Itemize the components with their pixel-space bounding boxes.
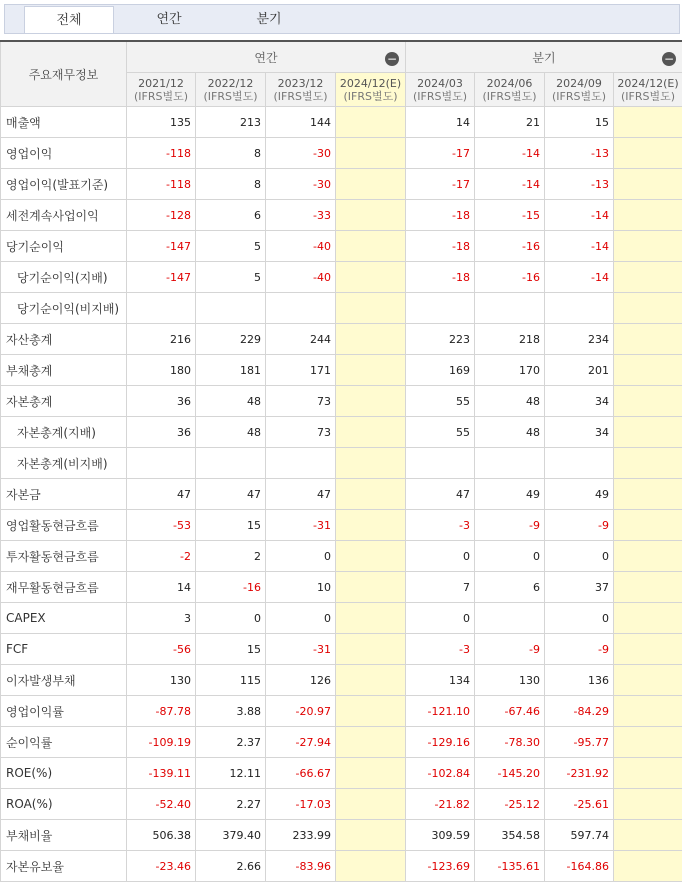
column-basis: (IFRS별도) <box>545 90 613 103</box>
table-cell: 73 <box>266 386 336 417</box>
column-basis: (IFRS별도) <box>127 90 195 103</box>
table-cell <box>614 231 682 262</box>
table-cell: -9 <box>545 634 614 665</box>
table-cell: 2.27 <box>196 789 266 820</box>
table-cell: -14 <box>545 200 614 231</box>
table-cell: 36 <box>127 386 196 417</box>
table-cell: 14 <box>127 572 196 603</box>
table-cell: 2.66 <box>196 851 266 882</box>
column-period: 2023/12 <box>266 77 335 90</box>
table-cell: -16 <box>196 572 266 603</box>
table-cell: -147 <box>127 231 196 262</box>
table-row <box>1 262 682 293</box>
table-cell: -18 <box>406 200 475 231</box>
column-period: 2024/09 <box>545 77 613 90</box>
table-cell: -31 <box>266 510 336 541</box>
column-period: 2022/12 <box>196 77 265 90</box>
table-cell: 48 <box>196 417 266 448</box>
table-cell <box>336 851 406 882</box>
table-cell: 115 <box>196 665 266 696</box>
table-row <box>1 293 682 324</box>
table-cell: 0 <box>406 541 475 572</box>
table-cell <box>336 479 406 510</box>
table-row <box>1 603 682 634</box>
table-cell: 21 <box>475 107 545 138</box>
table-row <box>1 541 682 572</box>
column-header <box>475 73 545 107</box>
table-cell <box>614 448 682 479</box>
row-label[interactable]: 자본총계 <box>1 386 127 417</box>
table-cell: 144 <box>266 107 336 138</box>
table-cell <box>336 355 406 386</box>
table-cell: -135.61 <box>475 851 545 882</box>
table-cell: 354.58 <box>475 820 545 851</box>
table-cell <box>614 541 682 572</box>
row-label[interactable]: 당기순이익(비지배) <box>1 293 127 324</box>
table-cell: -40 <box>266 262 336 293</box>
table-cell: 5 <box>196 262 266 293</box>
table-cell <box>614 107 682 138</box>
table-cell: 223 <box>406 324 475 355</box>
tab-all[interactable]: 전체 <box>24 6 114 33</box>
table-cell <box>336 665 406 696</box>
table-cell: 8 <box>196 138 266 169</box>
table-cell: -147 <box>127 262 196 293</box>
table-cell: -3 <box>406 510 475 541</box>
table-row <box>1 665 682 696</box>
table-cell: -2 <box>127 541 196 572</box>
table-cell: -30 <box>266 138 336 169</box>
table-cell: -102.84 <box>406 758 475 789</box>
row-label[interactable]: 이자발생부채 <box>1 665 127 696</box>
table-cell: 0 <box>475 541 545 572</box>
table-cell <box>336 200 406 231</box>
table-cell: -21.82 <box>406 789 475 820</box>
quarter-group-header <box>406 41 682 73</box>
table-cell: -9 <box>545 510 614 541</box>
table-cell: -14 <box>475 169 545 200</box>
table-cell: 34 <box>545 386 614 417</box>
table-cell: -16 <box>475 262 545 293</box>
table-cell: -67.46 <box>475 696 545 727</box>
table-cell <box>475 448 545 479</box>
quarter-group-label: 분기 <box>532 49 555 66</box>
table-cell <box>266 293 336 324</box>
table-cell: 47 <box>127 479 196 510</box>
table-cell: -23.46 <box>127 851 196 882</box>
table-cell: 216 <box>127 324 196 355</box>
table-row <box>1 789 682 820</box>
table-cell <box>336 603 406 634</box>
column-basis: (IFRS별도) <box>614 90 682 103</box>
collapse-annual-icon[interactable]: − <box>385 52 399 66</box>
table-cell <box>614 510 682 541</box>
table-row <box>1 107 682 138</box>
table-cell <box>475 293 545 324</box>
table-cell: 597.74 <box>545 820 614 851</box>
table-cell: -30 <box>266 169 336 200</box>
table-cell: 2.37 <box>196 727 266 758</box>
table-cell <box>614 758 682 789</box>
table-cell: 37 <box>545 572 614 603</box>
table-cell <box>614 696 682 727</box>
table-row <box>1 448 682 479</box>
table-cell: 5 <box>196 231 266 262</box>
tab-strip <box>4 4 680 34</box>
table-cell: -56 <box>127 634 196 665</box>
table-cell: -18 <box>406 231 475 262</box>
table-cell: -66.67 <box>266 758 336 789</box>
row-label[interactable]: 영업이익률 <box>1 696 127 727</box>
table-cell: 48 <box>475 417 545 448</box>
table-cell: 7 <box>406 572 475 603</box>
table-cell: 135 <box>127 107 196 138</box>
table-cell: 130 <box>475 665 545 696</box>
table-cell: -9 <box>475 634 545 665</box>
row-label[interactable]: CAPEX <box>1 603 127 634</box>
table-cell <box>196 293 266 324</box>
table-cell: 47 <box>266 479 336 510</box>
row-label[interactable]: 부채총계 <box>1 355 127 386</box>
table-cell <box>336 107 406 138</box>
table-cell: 47 <box>196 479 266 510</box>
table-cell <box>336 231 406 262</box>
table-cell: -14 <box>545 262 614 293</box>
table-cell: -87.78 <box>127 696 196 727</box>
table-cell <box>127 448 196 479</box>
column-period: 2024/12(E) <box>336 77 405 90</box>
table-cell <box>336 417 406 448</box>
table-cell <box>614 665 682 696</box>
row-label[interactable]: 자산총계 <box>1 324 127 355</box>
table-cell <box>336 448 406 479</box>
table-cell <box>336 169 406 200</box>
table-cell <box>336 572 406 603</box>
table-cell <box>196 448 266 479</box>
table-cell: 126 <box>266 665 336 696</box>
table-cell: 506.38 <box>127 820 196 851</box>
row-label[interactable]: 자본총계(지배) <box>1 417 127 448</box>
table-cell: 180 <box>127 355 196 386</box>
table-row <box>1 386 682 417</box>
row-label[interactable]: ROA(%) <box>1 789 127 820</box>
table-cell <box>614 572 682 603</box>
table-cell: 3 <box>127 603 196 634</box>
table-cell: 34 <box>545 417 614 448</box>
table-cell: -53 <box>127 510 196 541</box>
column-header <box>266 73 336 107</box>
table-cell: -15 <box>475 200 545 231</box>
table-cell: 8 <box>196 169 266 200</box>
table-cell: 181 <box>196 355 266 386</box>
table-cell <box>614 820 682 851</box>
column-header <box>614 73 682 107</box>
table-cell <box>336 138 406 169</box>
tab-quarterly[interactable]: 분기 <box>224 6 314 33</box>
table-cell: 48 <box>475 386 545 417</box>
table-cell: -129.16 <box>406 727 475 758</box>
table-cell: -78.30 <box>475 727 545 758</box>
table-cell: 379.40 <box>196 820 266 851</box>
table-cell: 2 <box>196 541 266 572</box>
table-cell <box>614 324 682 355</box>
column-period: 2021/12 <box>127 77 195 90</box>
table-cell: 169 <box>406 355 475 386</box>
table-cell <box>336 727 406 758</box>
row-label[interactable]: 당기순이익(지배) <box>1 262 127 293</box>
row-label[interactable]: 영업이익(발표기준) <box>1 169 127 200</box>
tab-annual[interactable]: 연간 <box>124 6 214 33</box>
table-row <box>1 851 682 882</box>
table-cell: -13 <box>545 138 614 169</box>
annual-group-label: 연간 <box>254 49 277 66</box>
column-period: 2024/12(E) <box>614 77 682 90</box>
table-cell: 3.88 <box>196 696 266 727</box>
table-cell <box>127 293 196 324</box>
table-cell: 15 <box>196 510 266 541</box>
table-cell <box>266 448 336 479</box>
column-basis: (IFRS별도) <box>266 90 335 103</box>
table-cell: 12.11 <box>196 758 266 789</box>
table-cell: 0 <box>266 603 336 634</box>
table-row <box>1 169 682 200</box>
column-header <box>196 73 266 107</box>
table-cell: -164.86 <box>545 851 614 882</box>
table-row <box>1 479 682 510</box>
table-cell: 309.59 <box>406 820 475 851</box>
column-period: 2024/03 <box>406 77 474 90</box>
table-cell: -83.96 <box>266 851 336 882</box>
row-label[interactable]: 재무활동현금흐름 <box>1 572 127 603</box>
table-cell: -25.61 <box>545 789 614 820</box>
row-label[interactable]: 영업활동현금흐름 <box>1 510 127 541</box>
table-cell <box>336 510 406 541</box>
table-cell: 36 <box>127 417 196 448</box>
row-label[interactable]: 자본금 <box>1 479 127 510</box>
table-cell <box>614 634 682 665</box>
table-cell: -17 <box>406 169 475 200</box>
table-cell <box>406 448 475 479</box>
table-cell: -128 <box>127 200 196 231</box>
table-cell: 15 <box>545 107 614 138</box>
table-cell: -18 <box>406 262 475 293</box>
column-header <box>127 73 196 107</box>
table-cell: 0 <box>545 541 614 572</box>
row-label[interactable]: 당기순이익 <box>1 231 127 262</box>
table-cell: -25.12 <box>475 789 545 820</box>
table-row <box>1 758 682 789</box>
table-cell: 0 <box>266 541 336 572</box>
table-row <box>1 231 682 262</box>
table-cell: 6 <box>196 200 266 231</box>
table-cell <box>614 417 682 448</box>
table-cell: 0 <box>545 603 614 634</box>
table-cell <box>614 293 682 324</box>
row-label[interactable]: 순이익률 <box>1 727 127 758</box>
table-cell: -33 <box>266 200 336 231</box>
table-cell: 55 <box>406 417 475 448</box>
table-cell: 55 <box>406 386 475 417</box>
table-cell: -14 <box>545 231 614 262</box>
table-cell: 213 <box>196 107 266 138</box>
table-cell <box>614 138 682 169</box>
table-row <box>1 727 682 758</box>
table-row <box>1 510 682 541</box>
table-cell <box>475 603 545 634</box>
table-cell: -139.11 <box>127 758 196 789</box>
table-cell: -109.19 <box>127 727 196 758</box>
table-cell: 48 <box>196 386 266 417</box>
financial-summary-table <box>0 40 682 882</box>
table-cell: -3 <box>406 634 475 665</box>
table-cell: -145.20 <box>475 758 545 789</box>
table-cell: -9 <box>475 510 545 541</box>
column-period: 2024/06 <box>475 77 544 90</box>
row-label[interactable]: 자본유보율 <box>1 851 127 882</box>
table-cell <box>614 789 682 820</box>
table-cell <box>614 851 682 882</box>
table-cell <box>336 324 406 355</box>
column-basis: (IFRS별도) <box>196 90 265 103</box>
column-basis: (IFRS별도) <box>336 90 405 103</box>
table-row <box>1 355 682 386</box>
table-cell: 244 <box>266 324 336 355</box>
collapse-quarter-icon[interactable]: − <box>662 52 676 66</box>
table-cell: -84.29 <box>545 696 614 727</box>
table-cell <box>336 634 406 665</box>
row-label[interactable]: 자본총계(비지배) <box>1 448 127 479</box>
table-cell: -27.94 <box>266 727 336 758</box>
row-label[interactable]: 매출액 <box>1 107 127 138</box>
annual-group-header <box>127 41 406 73</box>
table-cell <box>545 293 614 324</box>
column-header <box>336 73 406 107</box>
column-header <box>406 73 475 107</box>
table-cell: 233.99 <box>266 820 336 851</box>
period-tab-bar <box>0 0 680 38</box>
table-cell <box>336 696 406 727</box>
table-cell: 47 <box>406 479 475 510</box>
table-cell: -31 <box>266 634 336 665</box>
table-cell: -40 <box>266 231 336 262</box>
table-row <box>1 138 682 169</box>
row-label[interactable]: ROE(%) <box>1 758 127 789</box>
table-cell <box>614 200 682 231</box>
table-cell: -17 <box>406 138 475 169</box>
table-cell: 10 <box>266 572 336 603</box>
row-label[interactable]: 투자활동현금흐름 <box>1 541 127 572</box>
column-basis: (IFRS별도) <box>475 90 544 103</box>
table-cell <box>614 169 682 200</box>
table-cell: -118 <box>127 138 196 169</box>
row-label[interactable]: 세전계속사업이익 <box>1 200 127 231</box>
table-cell <box>336 262 406 293</box>
table-cell: 136 <box>545 665 614 696</box>
table-row <box>1 417 682 448</box>
table-row <box>1 324 682 355</box>
table-cell: 171 <box>266 355 336 386</box>
row-label[interactable]: FCF <box>1 634 127 665</box>
table-row <box>1 634 682 665</box>
table-cell: -121.10 <box>406 696 475 727</box>
table-cell: 134 <box>406 665 475 696</box>
table-cell: 229 <box>196 324 266 355</box>
table-cell: -95.77 <box>545 727 614 758</box>
table-cell: 49 <box>545 479 614 510</box>
table-cell: 73 <box>266 417 336 448</box>
table-row <box>1 820 682 851</box>
table-cell: 201 <box>545 355 614 386</box>
column-header <box>545 73 614 107</box>
table-cell: 130 <box>127 665 196 696</box>
column-basis: (IFRS별도) <box>406 90 474 103</box>
table-cell <box>545 448 614 479</box>
table-cell: -13 <box>545 169 614 200</box>
table-cell: -20.97 <box>266 696 336 727</box>
table-cell: 15 <box>196 634 266 665</box>
table-cell <box>336 758 406 789</box>
table-cell <box>336 541 406 572</box>
table-cell <box>614 603 682 634</box>
table-row <box>1 200 682 231</box>
table-cell: 0 <box>196 603 266 634</box>
row-label[interactable]: 부채비율 <box>1 820 127 851</box>
table-cell <box>336 293 406 324</box>
table-cell: 6 <box>475 572 545 603</box>
table-cell: 14 <box>406 107 475 138</box>
table-cell: -118 <box>127 169 196 200</box>
table-cell: -52.40 <box>127 789 196 820</box>
row-label[interactable]: 영업이익 <box>1 138 127 169</box>
table-cell <box>614 727 682 758</box>
table-cell <box>614 479 682 510</box>
table-cell: 170 <box>475 355 545 386</box>
table-cell <box>614 262 682 293</box>
table-cell: -16 <box>475 231 545 262</box>
row-label-header: 주요재무정보 <box>1 41 127 107</box>
table-cell: 218 <box>475 324 545 355</box>
table-cell <box>614 386 682 417</box>
table-cell <box>406 293 475 324</box>
table-row <box>1 696 682 727</box>
table-cell <box>336 820 406 851</box>
table-cell <box>614 355 682 386</box>
table-cell: -17.03 <box>266 789 336 820</box>
table-cell <box>336 789 406 820</box>
table-cell: 49 <box>475 479 545 510</box>
table-cell: -231.92 <box>545 758 614 789</box>
table-row <box>1 572 682 603</box>
table-cell: 234 <box>545 324 614 355</box>
table-cell: -14 <box>475 138 545 169</box>
table-cell <box>336 386 406 417</box>
table-cell: -123.69 <box>406 851 475 882</box>
table-cell: 0 <box>406 603 475 634</box>
